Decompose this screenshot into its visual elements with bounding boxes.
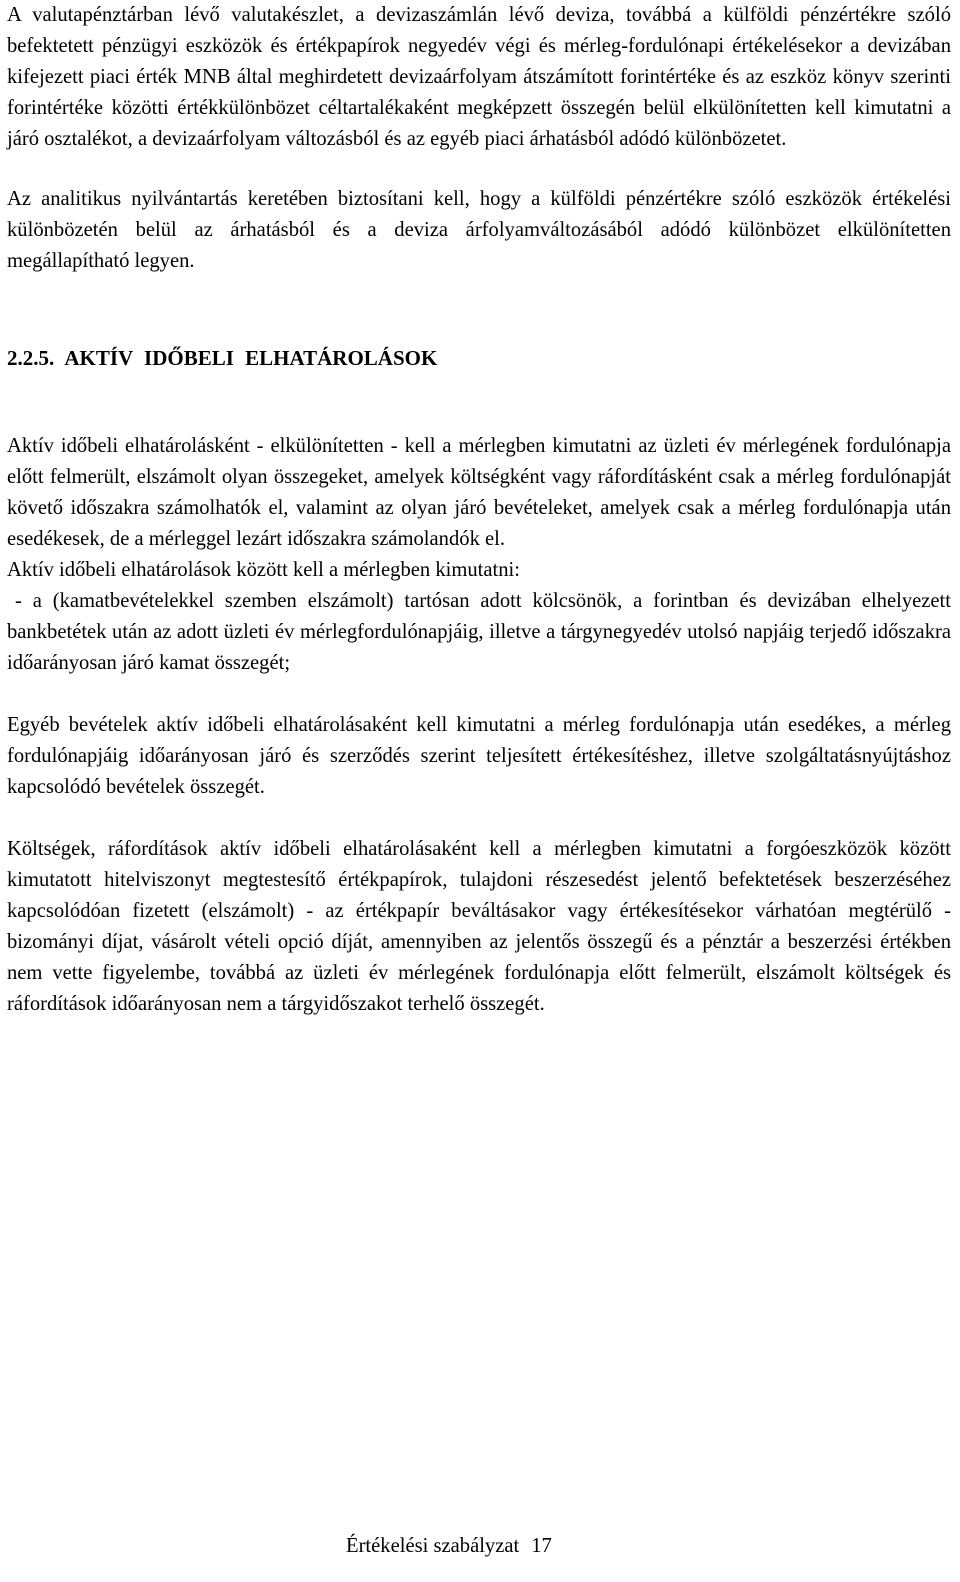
paragraph-other-income: Egyéb bevételek aktív időbeli elhatárolásaként kell kimutatni a mérleg fordulónapja után esedékes, a mérleg fordulónapjáig időarányosan járó és szerződés szerint teljesített értékesítéshez, illetve szolgáltatásnyújtáshoz kapcsolódó bevételek összegét. — [7, 714, 951, 798]
footer-title: Értékelési szabályzat — [346, 1535, 520, 1557]
document-page — [7, 0, 951, 1020]
paragraph-accrual-definition: Aktív időbeli elhatárolásként - elkülönítetten - kell a mérlegben kimutatni az üzleti év mérlegének fordulónapja előtt felmerült, elszámolt olyan összegeket, amelyek költségként vagy ráfordításként csak a mérleg fordulónapját követő időszakra számolhatók el, valamint az olyan járó bevételeket, amelyek csak a mérleg fordulónapja után esedékesek, de a mérleggel lezárt időszakra számolandók el. — [7, 435, 951, 550]
paragraph-currency-valuation: A valutapénztárban lévő valutakészlet, a devizaszámlán lévő deviza, továbbá a külföldi pénzértékre szóló befektetett pénzügyi eszközök és értékpapírok negyedév végi és mérleg-fordulónapi értékelésekor a devizában kifejezett piaci érték MNB által meghirdetett devizaárfolyam átszámított forintértéke és az eszköz könyv szerinti forintértéke közötti értékkülönbözet céltartalékaként megképzett összegén belül elkülönítetten kell kimutatni a járó osztalékot, a devizaárfolyam változásból és az egyéb piaci árhatásból adódó különbözetet. — [7, 4, 951, 150]
list-item-interest: - a (kamatbevételekkel szemben elszámolt) tartósan adott kölcsönök, a forintban és devizában elhelyezett bankbetétek után az adott üzleti év mérlegfordulónapjáig, illetve a tárgynegyedév utolsó napjáig terjedő időszakra időarányosan járó kamat összegét; — [7, 590, 951, 674]
paragraph-costs-expenses: Költségek, ráfordítások aktív időbeli elhatárolásaként kell a mérlegben kimutatni a forgóeszközök között kimutatott hitelviszonyt megtestesítő értékpapírok, tulajdoni részesedést jelentő befektetések beszerzéséhez kapcsolódóan fizetett (elszámolt) - az értékpapír beváltásakor vagy értékesítésekor várhatóan megtérülő - bizományi díjat, vásárolt vételi opció díját, amennyiben az jelentős összegű és a pénztár a beszerzési értékben nem vette figyelembe, továbbá az üzleti év mérlegének fordulónapja előtt felmerült, elszámolt költségek és ráfordítások időarányosan nem a tárgyidőszakot terhelő összegét. — [7, 838, 951, 1015]
paragraph-accrual-list-intro: Aktív időbeli elhatárolások között kell a mérlegben kimutatni: — [7, 559, 520, 581]
page-number: 17 — [531, 1535, 552, 1557]
page-footer — [346, 1531, 552, 1562]
section-heading: 2.2.5. AKTÍV IDŐBELI ELHATÁROLÁSOK — [7, 346, 438, 370]
paragraph-analytic-records: Az analitikus nyilvántartás keretében biztosítani kell, hogy a külföldi pénzértékre szóló eszközök értékelési különbözetén belül az árhatásból és a deviza árfolyamváltozásából adódó különbözet elkülönítetten megállapítható legyen. — [7, 188, 951, 272]
